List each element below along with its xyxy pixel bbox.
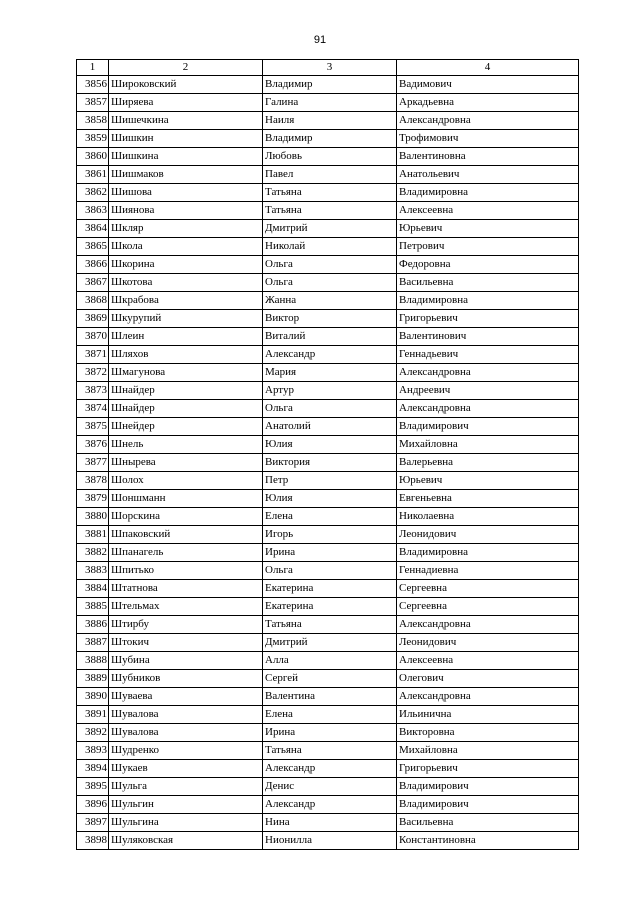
row-number-cell: 3872	[77, 364, 109, 382]
table-row	[77, 454, 579, 472]
table-row	[77, 292, 579, 310]
row-number-cell: 3857	[77, 94, 109, 112]
table-row	[77, 796, 579, 814]
row-number-cell: 3881	[77, 526, 109, 544]
surname-cell: Шнайдер	[109, 400, 263, 418]
table-row	[77, 634, 579, 652]
table-row	[77, 760, 579, 778]
first-name-cell: Петр	[263, 472, 397, 490]
surname-cell: Школа	[109, 238, 263, 256]
patronymic-cell: Владимировна	[397, 544, 579, 562]
surname-cell: Шуляковская	[109, 832, 263, 850]
row-number-cell: 3866	[77, 256, 109, 274]
first-name-cell: Артур	[263, 382, 397, 400]
row-number-cell: 3876	[77, 436, 109, 454]
patronymic-cell: Валентинович	[397, 328, 579, 346]
table-row	[77, 94, 579, 112]
first-name-cell: Дмитрий	[263, 634, 397, 652]
first-name-cell: Владимир	[263, 76, 397, 94]
patronymic-cell: Евгеньевна	[397, 490, 579, 508]
row-number-cell: 3877	[77, 454, 109, 472]
first-name-cell: Татьяна	[263, 742, 397, 760]
row-number-cell: 3885	[77, 598, 109, 616]
table-row	[77, 202, 579, 220]
surname-cell: Шлеин	[109, 328, 263, 346]
table-row	[77, 112, 579, 130]
first-name-cell: Виталий	[263, 328, 397, 346]
row-number-cell: 3867	[77, 274, 109, 292]
table-row	[77, 706, 579, 724]
surname-cell: Штирбу	[109, 616, 263, 634]
surname-cell: Шубников	[109, 670, 263, 688]
first-name-cell: Ольга	[263, 562, 397, 580]
first-name-cell: Владимир	[263, 130, 397, 148]
patronymic-cell: Леонидович	[397, 526, 579, 544]
first-name-cell: Юлия	[263, 490, 397, 508]
patronymic-cell: Александровна	[397, 112, 579, 130]
table-header-row	[77, 60, 579, 76]
patronymic-cell: Васильевна	[397, 814, 579, 832]
surname-cell: Шульга	[109, 778, 263, 796]
first-name-cell: Ольга	[263, 400, 397, 418]
row-number-cell: 3864	[77, 220, 109, 238]
row-number-cell: 3884	[77, 580, 109, 598]
patronymic-cell: Константиновна	[397, 832, 579, 850]
row-number-cell: 3860	[77, 148, 109, 166]
table-row	[77, 238, 579, 256]
table-row	[77, 256, 579, 274]
row-number-cell: 3870	[77, 328, 109, 346]
patronymic-cell: Сергеевна	[397, 598, 579, 616]
surname-cell: Штатнова	[109, 580, 263, 598]
patronymic-cell: Федоровна	[397, 256, 579, 274]
table-row	[77, 346, 579, 364]
patronymic-cell: Васильевна	[397, 274, 579, 292]
patronymic-cell: Валентиновна	[397, 148, 579, 166]
surname-cell: Шульгина	[109, 814, 263, 832]
patronymic-cell: Аркадьевна	[397, 94, 579, 112]
patronymic-cell: Юрьевич	[397, 220, 579, 238]
row-number-cell: 3869	[77, 310, 109, 328]
table-row	[77, 436, 579, 454]
row-number-cell: 3856	[77, 76, 109, 94]
first-name-cell: Екатерина	[263, 598, 397, 616]
first-name-cell: Любовь	[263, 148, 397, 166]
first-name-cell: Ирина	[263, 544, 397, 562]
first-name-cell: Виктор	[263, 310, 397, 328]
first-name-cell: Екатерина	[263, 580, 397, 598]
table-row	[77, 778, 579, 796]
surname-cell: Шпитько	[109, 562, 263, 580]
row-number-cell: 3889	[77, 670, 109, 688]
patronymic-cell: Андреевич	[397, 382, 579, 400]
first-name-cell: Николай	[263, 238, 397, 256]
patronymic-cell: Геннадьевич	[397, 346, 579, 364]
surname-cell: Шнель	[109, 436, 263, 454]
page-number: 91	[313, 34, 327, 46]
first-name-cell: Нина	[263, 814, 397, 832]
row-number-cell: 3865	[77, 238, 109, 256]
table-row	[77, 472, 579, 490]
patronymic-cell: Владимирович	[397, 778, 579, 796]
surname-cell: Шувалова	[109, 724, 263, 742]
row-number-cell: 3891	[77, 706, 109, 724]
surname-cell: Широковский	[109, 76, 263, 94]
surname-cell: Шкляр	[109, 220, 263, 238]
patronymic-cell: Михайловна	[397, 436, 579, 454]
patronymic-cell: Викторовна	[397, 724, 579, 742]
row-number-cell: 3862	[77, 184, 109, 202]
surname-cell: Шпаковский	[109, 526, 263, 544]
table-row	[77, 148, 579, 166]
first-name-cell: Татьяна	[263, 616, 397, 634]
first-name-cell: Игорь	[263, 526, 397, 544]
table-row	[77, 220, 579, 238]
row-number-cell: 3861	[77, 166, 109, 184]
row-number-cell: 3898	[77, 832, 109, 850]
table-row	[77, 184, 579, 202]
row-number-cell: 3875	[77, 418, 109, 436]
first-name-cell: Дмитрий	[263, 220, 397, 238]
table-row	[77, 598, 579, 616]
surname-cell: Шишкин	[109, 130, 263, 148]
table-row	[77, 562, 579, 580]
table-row	[77, 490, 579, 508]
patronymic-cell: Анатольевич	[397, 166, 579, 184]
row-number-cell: 3890	[77, 688, 109, 706]
table-row	[77, 688, 579, 706]
first-name-cell: Наиля	[263, 112, 397, 130]
patronymic-cell: Александровна	[397, 400, 579, 418]
patronymic-cell: Леонидович	[397, 634, 579, 652]
patronymic-cell: Петрович	[397, 238, 579, 256]
row-number-cell: 3886	[77, 616, 109, 634]
first-name-cell: Виктория	[263, 454, 397, 472]
row-number-cell: 3893	[77, 742, 109, 760]
first-name-cell: Ирина	[263, 724, 397, 742]
patronymic-cell: Владимировна	[397, 184, 579, 202]
surname-cell: Шишмаков	[109, 166, 263, 184]
patronymic-cell: Валерьевна	[397, 454, 579, 472]
column-header-first-name: 3	[263, 60, 397, 76]
row-number-cell: 3858	[77, 112, 109, 130]
patronymic-cell: Александровна	[397, 616, 579, 634]
table-row	[77, 544, 579, 562]
patronymic-cell: Вадимович	[397, 76, 579, 94]
row-number-cell: 3897	[77, 814, 109, 832]
patronymic-cell: Юрьевич	[397, 472, 579, 490]
surname-cell: Шукаев	[109, 760, 263, 778]
table-row	[77, 508, 579, 526]
surname-cell: Шмагунова	[109, 364, 263, 382]
surname-cell: Шишечкина	[109, 112, 263, 130]
patronymic-cell: Владимировна	[397, 292, 579, 310]
first-name-cell: Нионилла	[263, 832, 397, 850]
surname-cell: Шубина	[109, 652, 263, 670]
surname-cell: Шляхов	[109, 346, 263, 364]
first-name-cell: Александр	[263, 346, 397, 364]
surname-cell: Шиянова	[109, 202, 263, 220]
row-number-cell: 3895	[77, 778, 109, 796]
name-list-table	[76, 59, 579, 850]
first-name-cell: Александр	[263, 760, 397, 778]
patronymic-cell: Александровна	[397, 364, 579, 382]
patronymic-cell: Александровна	[397, 688, 579, 706]
patronymic-cell: Григорьевич	[397, 310, 579, 328]
table-row	[77, 670, 579, 688]
surname-cell: Штельмах	[109, 598, 263, 616]
row-number-cell: 3887	[77, 634, 109, 652]
first-name-cell: Елена	[263, 706, 397, 724]
row-number-cell: 3883	[77, 562, 109, 580]
table-row	[77, 418, 579, 436]
table-row	[77, 724, 579, 742]
row-number-cell: 3871	[77, 346, 109, 364]
surname-cell: Шкорина	[109, 256, 263, 274]
patronymic-cell: Михайловна	[397, 742, 579, 760]
surname-cell: Шнейдер	[109, 418, 263, 436]
row-number-cell: 3892	[77, 724, 109, 742]
surname-cell: Шкрабова	[109, 292, 263, 310]
row-number-cell: 3868	[77, 292, 109, 310]
row-number-cell: 3874	[77, 400, 109, 418]
first-name-cell: Галина	[263, 94, 397, 112]
surname-cell: Шульгин	[109, 796, 263, 814]
row-number-cell: 3879	[77, 490, 109, 508]
column-header-patronymic: 4	[397, 60, 579, 76]
column-header-surname: 2	[109, 60, 263, 76]
patronymic-cell: Николаевна	[397, 508, 579, 526]
surname-cell: Шудренко	[109, 742, 263, 760]
surname-cell: Ширяева	[109, 94, 263, 112]
table-row	[77, 616, 579, 634]
surname-cell: Шорскина	[109, 508, 263, 526]
first-name-cell: Александр	[263, 796, 397, 814]
table-row	[77, 328, 579, 346]
table-row	[77, 832, 579, 850]
surname-cell: Шоншманн	[109, 490, 263, 508]
surname-cell: Шкурупий	[109, 310, 263, 328]
table-body	[77, 76, 579, 850]
table-row	[77, 310, 579, 328]
first-name-cell: Елена	[263, 508, 397, 526]
row-number-cell: 3873	[77, 382, 109, 400]
first-name-cell: Валентина	[263, 688, 397, 706]
row-number-cell: 3896	[77, 796, 109, 814]
table-row	[77, 400, 579, 418]
first-name-cell: Павел	[263, 166, 397, 184]
first-name-cell: Татьяна	[263, 202, 397, 220]
first-name-cell: Ольга	[263, 274, 397, 292]
table-row	[77, 382, 579, 400]
patronymic-cell: Владимирович	[397, 796, 579, 814]
patronymic-cell: Григорьевич	[397, 760, 579, 778]
first-name-cell: Татьяна	[263, 184, 397, 202]
table-row	[77, 130, 579, 148]
row-number-cell: 3894	[77, 760, 109, 778]
surname-cell: Шкотова	[109, 274, 263, 292]
patronymic-cell: Алексеевна	[397, 652, 579, 670]
first-name-cell: Денис	[263, 778, 397, 796]
patronymic-cell: Ильинична	[397, 706, 579, 724]
table-row	[77, 814, 579, 832]
table-row	[77, 274, 579, 292]
surname-cell: Шишкина	[109, 148, 263, 166]
row-number-cell: 3880	[77, 508, 109, 526]
patronymic-cell: Олегович	[397, 670, 579, 688]
column-header-number: 1	[77, 60, 109, 76]
surname-cell: Шуваева	[109, 688, 263, 706]
first-name-cell: Анатолий	[263, 418, 397, 436]
first-name-cell: Юлия	[263, 436, 397, 454]
table-row	[77, 742, 579, 760]
row-number-cell: 3863	[77, 202, 109, 220]
first-name-cell: Жанна	[263, 292, 397, 310]
patronymic-cell: Сергеевна	[397, 580, 579, 598]
row-number-cell: 3878	[77, 472, 109, 490]
first-name-cell: Мария	[263, 364, 397, 382]
table-row	[77, 364, 579, 382]
surname-cell: Шнырева	[109, 454, 263, 472]
row-number-cell: 3882	[77, 544, 109, 562]
row-number-cell: 3888	[77, 652, 109, 670]
surname-cell: Шпанагель	[109, 544, 263, 562]
row-number-cell: 3859	[77, 130, 109, 148]
first-name-cell: Алла	[263, 652, 397, 670]
surname-cell: Штокич	[109, 634, 263, 652]
patronymic-cell: Алексеевна	[397, 202, 579, 220]
surname-cell: Шнайдер	[109, 382, 263, 400]
patronymic-cell: Владимирович	[397, 418, 579, 436]
first-name-cell: Ольга	[263, 256, 397, 274]
surname-cell: Шолох	[109, 472, 263, 490]
first-name-cell: Сергей	[263, 670, 397, 688]
table-row	[77, 526, 579, 544]
patronymic-cell: Геннадиевна	[397, 562, 579, 580]
surname-cell: Шишова	[109, 184, 263, 202]
table-row	[77, 76, 579, 94]
patronymic-cell: Трофимович	[397, 130, 579, 148]
table-row	[77, 166, 579, 184]
table-row	[77, 580, 579, 598]
surname-cell: Шувалова	[109, 706, 263, 724]
table-row	[77, 652, 579, 670]
